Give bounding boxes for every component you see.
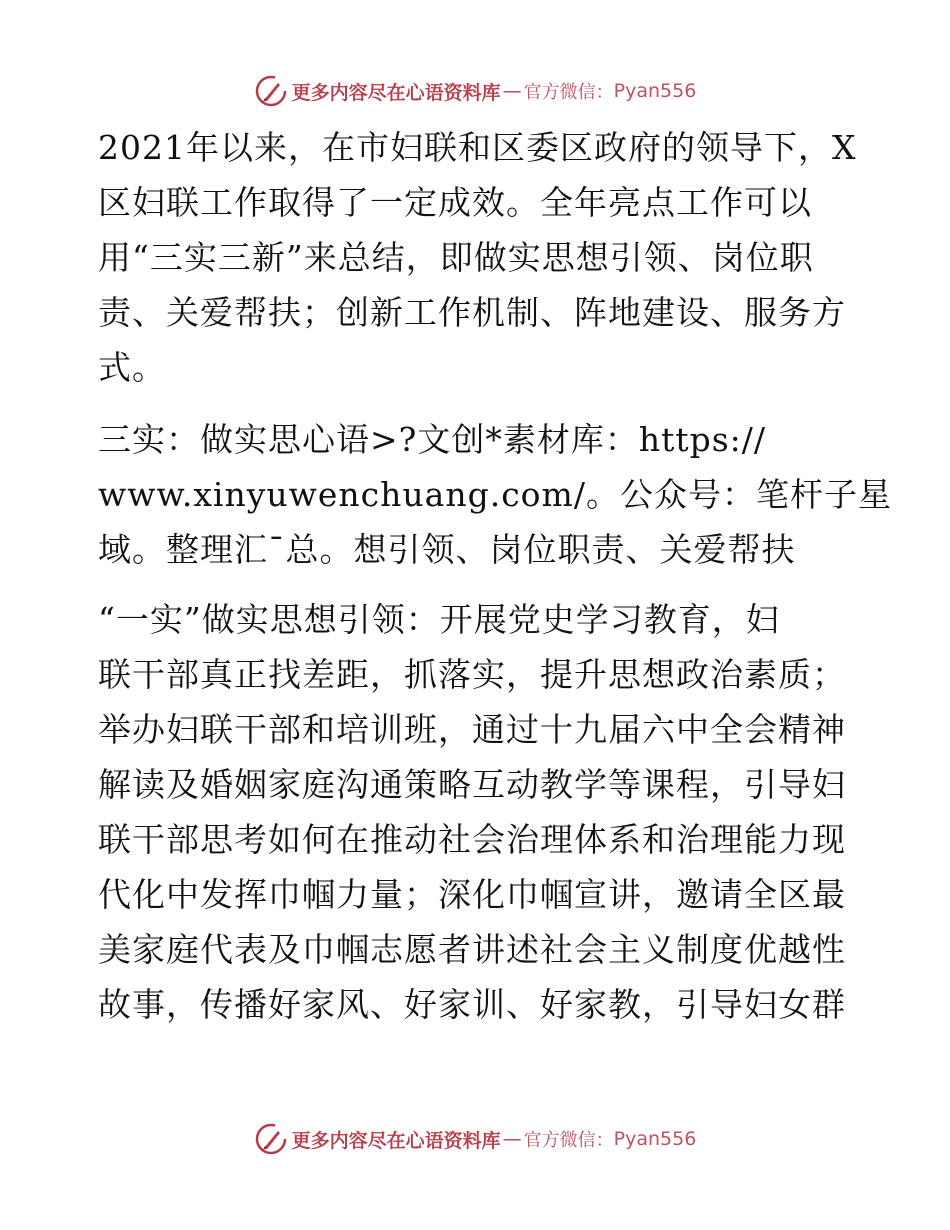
text-line: 举办妇联干部和培训班，通过十九届六中全会精神 [98,710,846,749]
text-line: 美家庭代表及巾帼志愿者讲述社会主义制度优越性 [98,930,846,969]
text-line: 故事，传播好家风、好家训、好家教，引导妇女群 [98,985,846,1024]
text-line: www.xinyuwenchuang.com/。公众号：笔杆子星 [98,475,892,514]
document-body [98,120,892,1032]
watermark-brand: 更多内容尽在心语资料库 [291,81,501,104]
text-line: 域。整理汇¯总。想引领、岗位职责、关爱帮扶 [98,530,796,569]
text-line: 代化中发挥巾帼力量；深化巾帼宣讲，邀请全区最 [98,875,846,914]
quill-logo-icon [254,74,288,108]
text-line: 联干部思考如何在推动社会治理体系和治理能力现 [98,820,846,859]
watermark-wechat-label: 官方微信： [523,82,614,103]
watermark-wechat-label: 官方微信： [523,1130,614,1151]
text-line: 联干部真正找差距，抓落实，提升思想政治素质； [98,655,846,694]
watermark-header [0,71,950,111]
watermark-footer [0,1119,950,1159]
text-line: 用“三实三新”来总结，即做实思想引领、岗位职 [98,238,814,277]
watermark-separator: — [502,80,522,102]
text-line: 2021年以来，在市妇联和区委区政府的领导下，X [98,128,857,167]
text-line: 解读及婚姻家庭沟通策略互动教学等课程，引导妇 [98,765,846,804]
text-line: 三实：做实思心语>?文创*素材库：https:// [98,420,767,459]
paragraph-first-solid [98,592,858,1032]
watermark-wechat-id: Pyan556 [613,80,697,102]
watermark-wechat-id: Pyan556 [613,1128,697,1150]
paragraph-three-solid [98,412,892,577]
quill-logo-icon [254,1122,288,1156]
text-line: “一实”做实思想引领：开展党史学习教育，妇 [98,600,780,639]
text-line: 区妇联工作取得了一定成效。全年亮点工作可以 [98,183,812,222]
watermark-brand: 更多内容尽在心语资料库 [291,1129,501,1152]
text-line: 责、关爱帮扶；创新工作机制、阵地建设、服务方 [98,293,846,332]
text-line: 式。 [98,348,166,387]
watermark-separator: — [502,1128,522,1150]
paragraph-intro [98,120,858,395]
